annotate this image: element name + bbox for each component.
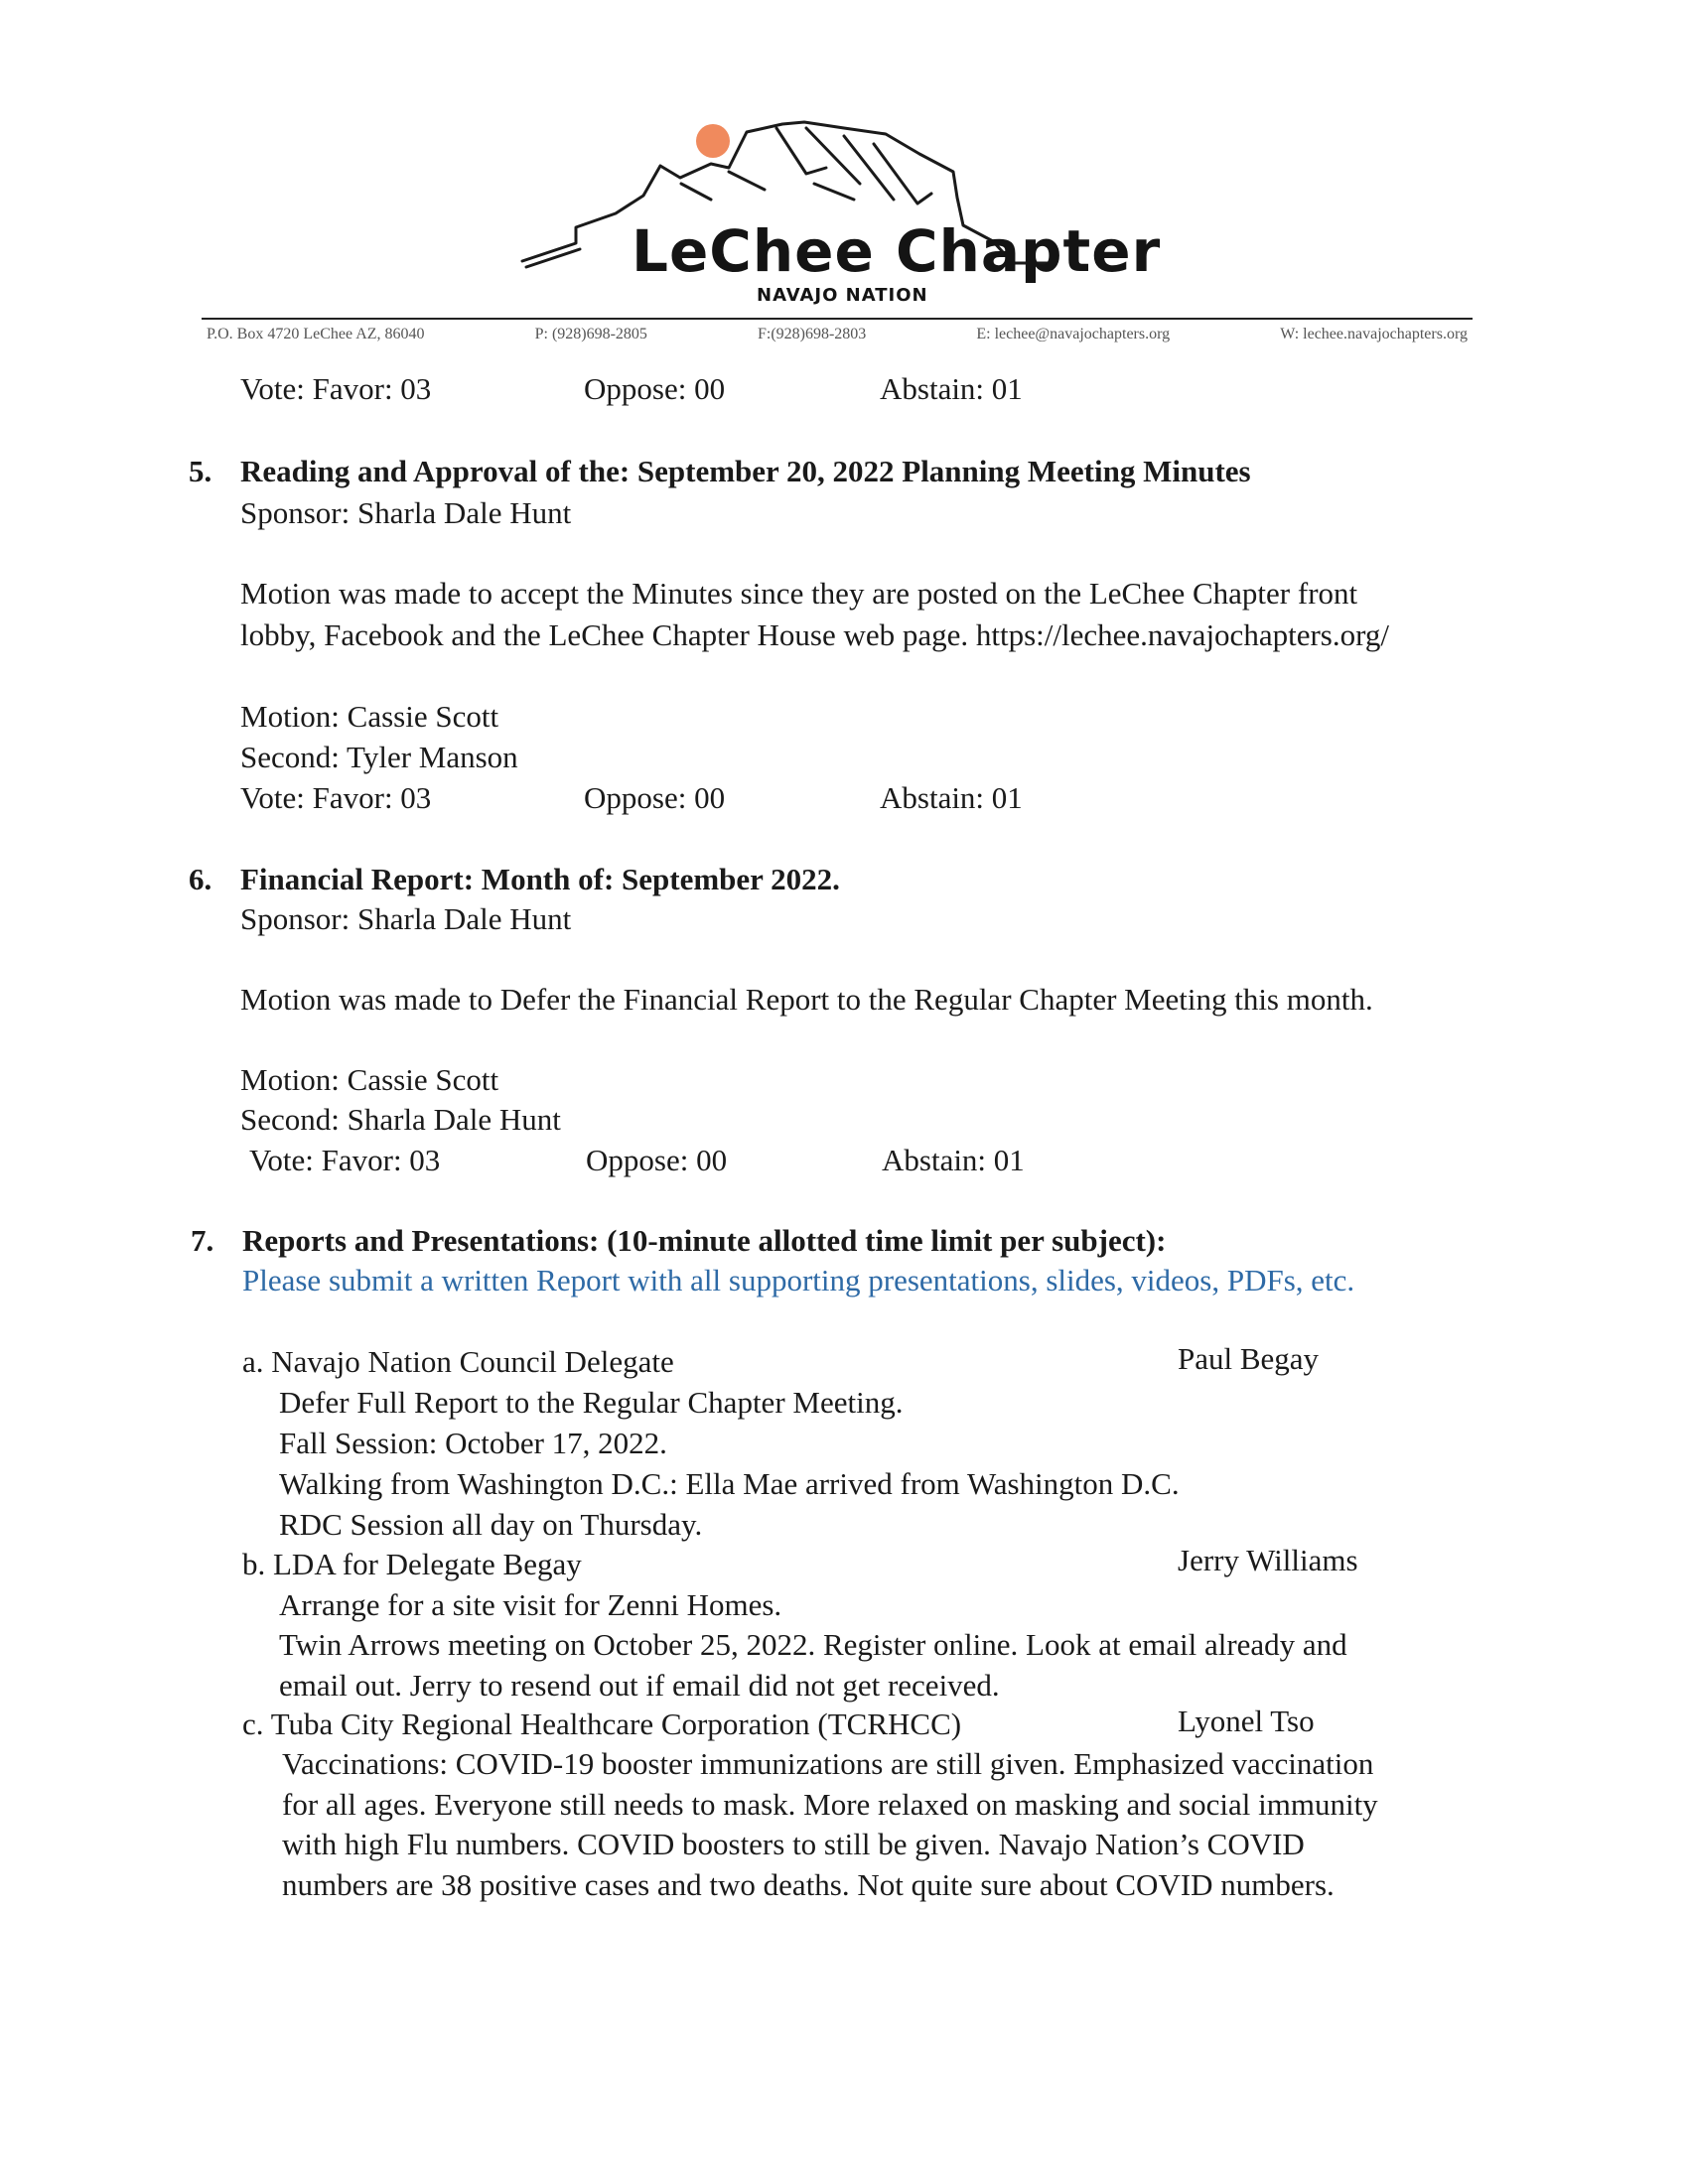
top-vote-oppose: Oppose: 00	[584, 371, 726, 406]
item7a-line: Defer Full Report to the Regular Chapter Meeting.	[279, 1385, 904, 1420]
item6-vote-abstain: Abstain: 01	[882, 1143, 1025, 1177]
top-vote-abstain: Abstain: 01	[880, 371, 1023, 406]
item6-vote-favor: Vote: Favor: 03	[249, 1143, 441, 1177]
lechee-chapter-logo	[516, 114, 1172, 323]
item5-number: 5.	[189, 454, 212, 488]
sun-icon	[696, 124, 730, 158]
item7b-line: Twin Arrows meeting on October 25, 2022. Register online. Look at email already and	[279, 1627, 1347, 1662]
item5-vote-oppose: Oppose: 00	[584, 780, 726, 815]
item6-vote-oppose: Oppose: 00	[586, 1143, 728, 1177]
item7c-line: Vaccinations: COVID-19 booster immunizations are still given. Emphasized vaccination	[282, 1746, 1374, 1781]
contact-email[interactable]: E: lechee@navajochapters.org	[976, 326, 1171, 342]
item6-second: Second: Sharla Dale Hunt	[240, 1102, 561, 1137]
item5-second: Second: Tyler Manson	[240, 740, 518, 774]
item7b-presenter: Jerry Williams	[1178, 1543, 1358, 1577]
item7-number: 7.	[191, 1223, 214, 1258]
item7-submission-note: Please submit a written Report with all supporting presentations, slides, videos, PDFs, etc.	[242, 1263, 1355, 1297]
item6-title: Financial Report: Month of: September 2022.	[240, 862, 840, 896]
item6-body-line1: Motion was made to Defer the Financial Report to the Regular Chapter Meeting this month.	[240, 982, 1373, 1017]
item7c-presenter: Lyonel Tso	[1178, 1704, 1315, 1738]
item6-sponsor: Sponsor: Sharla Dale Hunt	[240, 901, 572, 936]
item7a-line: Walking from Washington D.C.: Ella Mae arrived from Washington D.C.	[279, 1466, 1180, 1501]
org-subtitle: NAVAJO NATION	[757, 285, 928, 306]
contact-web[interactable]: W: lechee.navajochapters.org	[1280, 326, 1468, 342]
item7-title: Reports and Presentations: (10-minute allotted time limit per subject):	[242, 1223, 1167, 1258]
letterhead-rule	[202, 318, 1473, 320]
item7b-label: b. LDA for Delegate Begay	[242, 1547, 582, 1581]
top-vote-favor: Vote: Favor: 03	[240, 371, 432, 406]
item6-motion: Motion: Cassie Scott	[240, 1062, 499, 1097]
item7a-presenter: Paul Begay	[1178, 1341, 1320, 1376]
item7c-line: for all ages. Everyone still needs to mask. More relaxed on masking and social immunity	[282, 1787, 1378, 1822]
item7c-line: numbers are 38 positive cases and two deaths. Not quite sure about COVID numbers.	[282, 1867, 1335, 1902]
item5-body-line2: lobby, Facebook and the LeChee Chapter House web page. https://lechee.navajochapters.org/	[240, 617, 1389, 652]
item5-vote-favor: Vote: Favor: 03	[240, 780, 432, 815]
item5-body-line1: Motion was made to accept the Minutes since they are posted on the LeChee Chapter front	[240, 576, 1358, 611]
item7c-label: c. Tuba City Regional Healthcare Corporation (TCRHCC)	[242, 1706, 962, 1741]
item7b-line: email out. Jerry to resend out if email did not get received.	[279, 1668, 1000, 1703]
item7b-line: Arrange for a site visit for Zenni Homes.	[279, 1587, 782, 1622]
item6-number: 6.	[189, 862, 212, 896]
item5-sponsor: Sponsor: Sharla Dale Hunt	[240, 495, 572, 530]
item7a-label: a. Navajo Nation Council Delegate	[242, 1344, 674, 1379]
item5-motion: Motion: Cassie Scott	[240, 699, 499, 734]
item5-title: Reading and Approval of the: September 20, 2022 Planning Meeting Minutes	[240, 454, 1251, 488]
contact-phone: P: (928)698-2805	[534, 326, 647, 342]
contact-bar	[207, 326, 1468, 349]
org-name: LeChee Chapter	[632, 217, 1162, 285]
contact-fax: F:(928)698-2803	[757, 326, 867, 342]
item7a-line: Fall Session: October 17, 2022.	[279, 1426, 667, 1460]
item7a-line: RDC Session all day on Thursday.	[279, 1507, 703, 1542]
item5-vote-abstain: Abstain: 01	[880, 780, 1023, 815]
item7c-line: with high Flu numbers. COVID boosters to still be given. Navajo Nation’s COVID	[282, 1827, 1305, 1861]
contact-po: P.O. Box 4720 LeChee AZ, 86040	[207, 326, 425, 342]
mountain-logo-icon	[516, 114, 1172, 323]
